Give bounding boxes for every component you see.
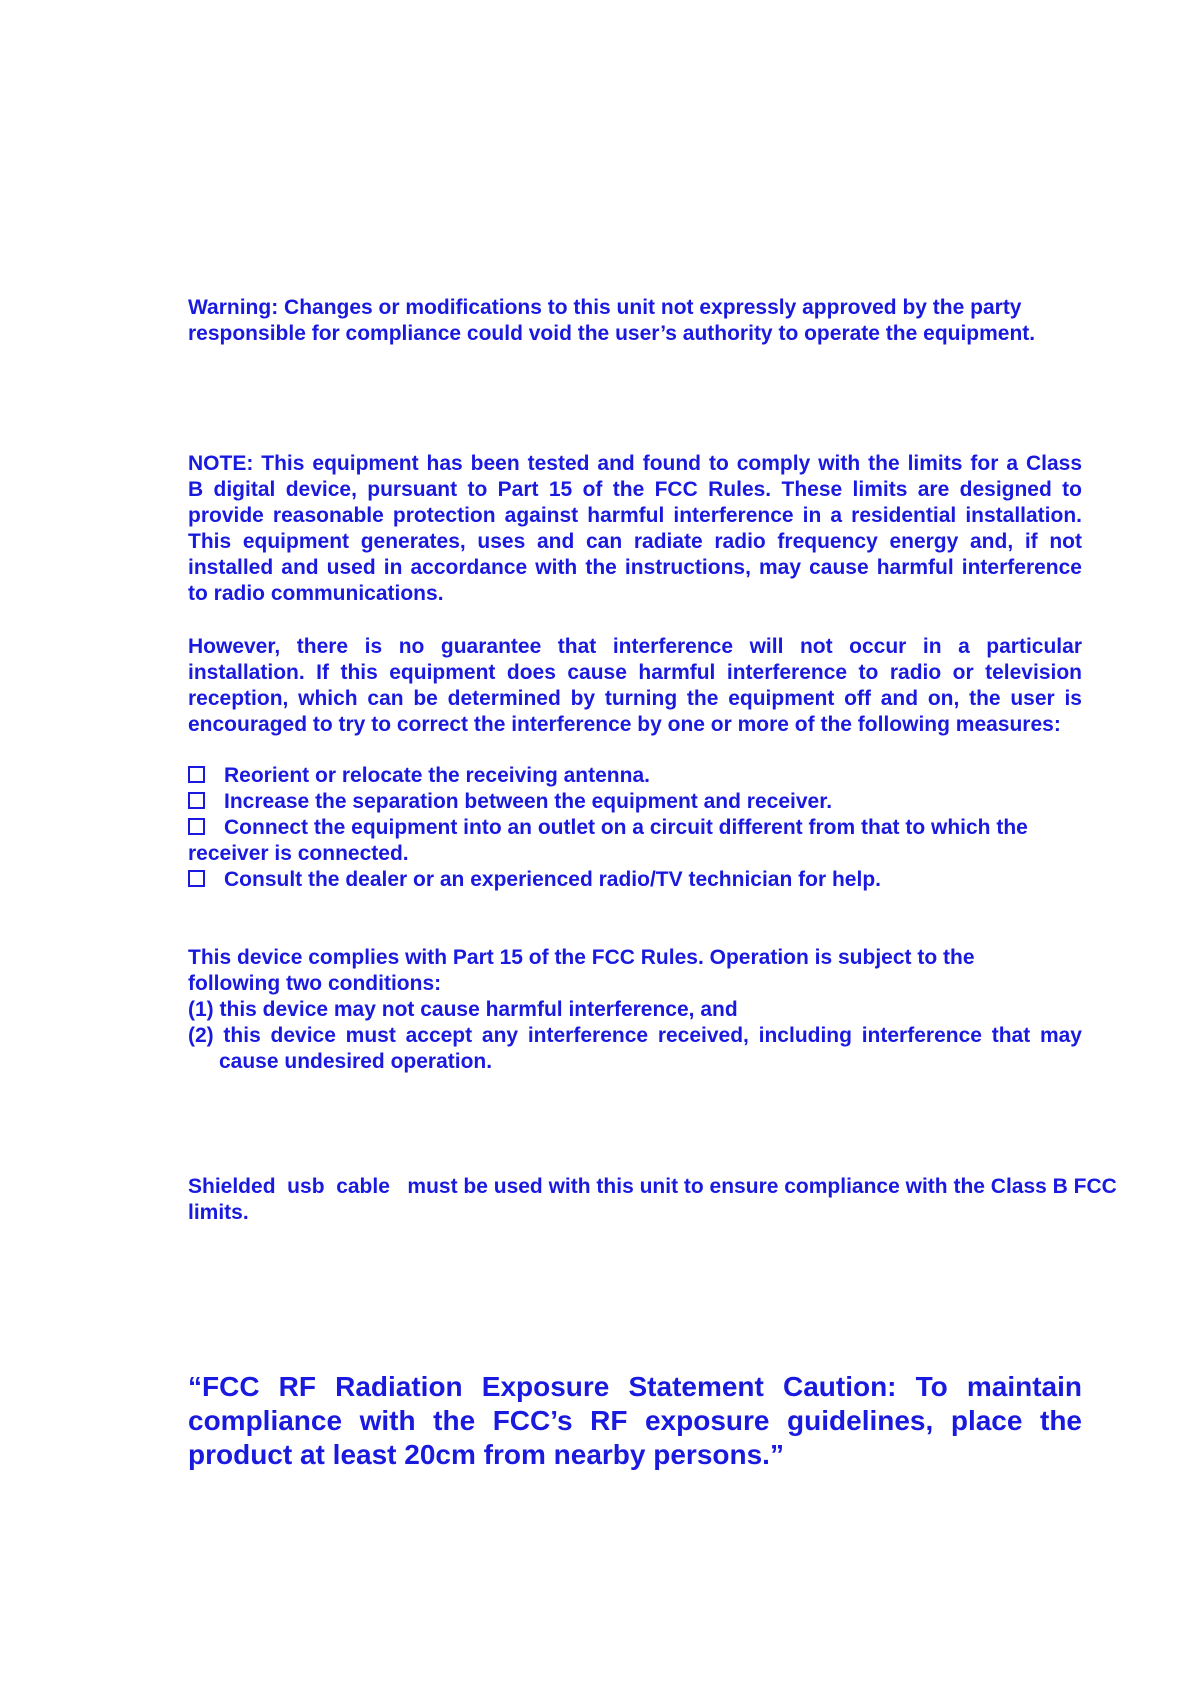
compliance-line: following two conditions: xyxy=(188,972,442,995)
list-item xyxy=(188,867,1082,893)
compliance-paragraph xyxy=(188,945,1082,1075)
checkbox-icon xyxy=(188,818,205,835)
measure-text: Connect the equipment into an outlet on a circuit different from that to which the xyxy=(224,816,1028,839)
list-item xyxy=(188,815,1082,841)
checkbox-icon xyxy=(188,792,205,809)
condition-2-continuation: cause undesired operation. xyxy=(219,1050,493,1073)
note-line: to radio communications. xyxy=(188,582,444,605)
however-line: However, there is no guarantee that interference will not occur in a particular xyxy=(188,635,1082,658)
measure-text: Consult the dealer or an experienced radio/TV technician for help. xyxy=(224,868,881,891)
checkbox-icon xyxy=(188,870,205,887)
however-line: installation. If this equipment does cause harmful interference to radio or television xyxy=(188,661,1082,684)
shielded-line: limits. xyxy=(188,1201,249,1224)
note-paragraph xyxy=(188,451,1082,607)
warning-paragraph xyxy=(188,295,1082,347)
rf-line: product at least 20cm from nearby persons.” xyxy=(188,1439,784,1470)
rf-line: “FCC RF Radiation Exposure Statement Caution: To maintain xyxy=(188,1371,1082,1402)
note-line: provide reasonable protection against harmful interference in a residential installation. xyxy=(188,504,1082,527)
list-item-continuation: receiver is connected. xyxy=(188,842,409,865)
note-line: NOTE: This equipment has been tested and found to comply with the limits for a Class xyxy=(188,452,1082,475)
note-line: B digital device, pursuant to Part 15 of the FCC Rules. These limits are designed to xyxy=(188,478,1082,501)
however-line: reception, which can be determined by turning the equipment off and on, the user is xyxy=(188,687,1082,710)
condition-1: (1) this device may not cause harmful interference, and xyxy=(188,998,738,1021)
warning-line: Warning: Changes or modifications to this unit not expressly approved by the party xyxy=(188,296,1022,319)
warning-line: responsible for compliance could void the user’s authority to operate the equipment. xyxy=(188,322,1036,345)
however-line: encouraged to try to correct the interference by one or more of the following measures: xyxy=(188,713,1061,736)
rf-exposure-statement xyxy=(188,1370,1082,1472)
measure-text: Increase the separation between the equipment and receiver. xyxy=(224,790,833,813)
compliance-line: This device complies with Part 15 of the FCC Rules. Operation is subject to the xyxy=(188,946,975,969)
condition-2: (2) this device must accept any interference received, including interference that may xyxy=(188,1024,1082,1047)
rf-line: compliance with the FCC’s RF exposure guidelines, place the xyxy=(188,1405,1082,1436)
shielded-cable-paragraph xyxy=(188,1174,1148,1226)
however-paragraph xyxy=(188,634,1082,738)
list-item xyxy=(188,763,1082,789)
note-line: installed and used in accordance with the instructions, may cause harmful interference xyxy=(188,556,1082,579)
measures-list xyxy=(188,763,1082,893)
checkbox-icon xyxy=(188,766,205,783)
list-item xyxy=(188,789,1082,815)
note-line: This equipment generates, uses and can radiate radio frequency energy and, if not xyxy=(188,530,1082,553)
measure-text: Reorient or relocate the receiving antenna. xyxy=(224,764,650,787)
shielded-line: Shielded usb cable must be used with this unit to ensure compliance with the Class B FCC xyxy=(188,1175,1117,1198)
